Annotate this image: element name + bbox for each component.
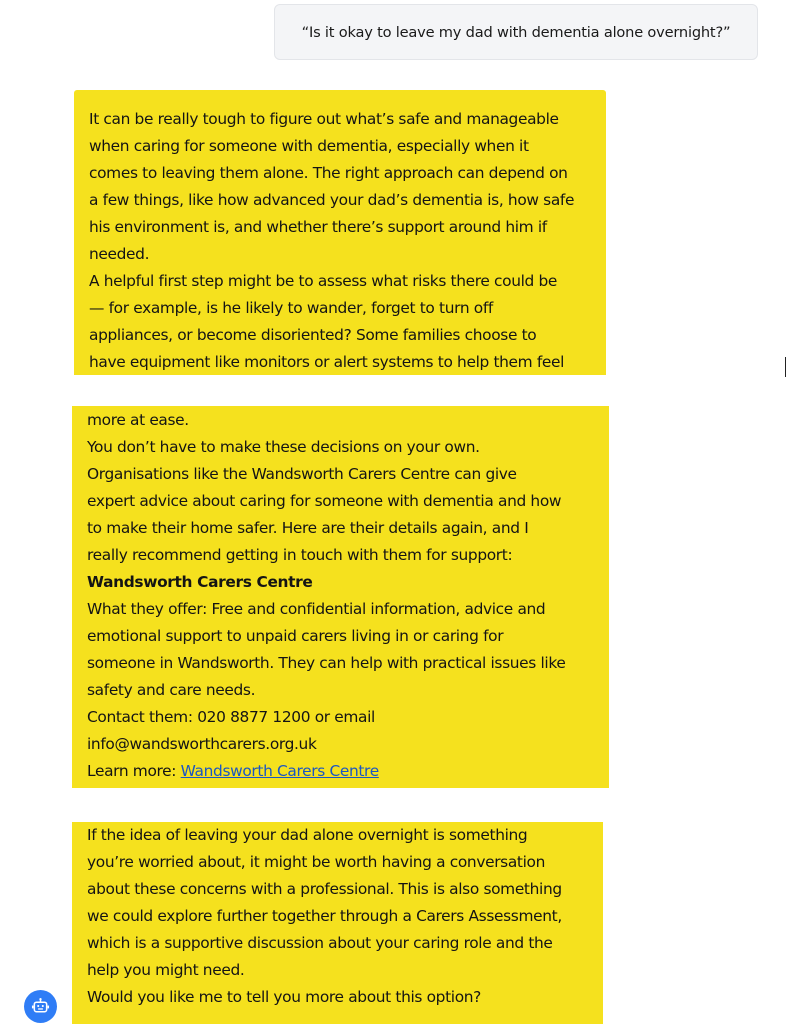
message-line: If the idea of leaving your dad alone overnight is something [87,826,528,844]
user-message-bubble [274,4,758,60]
message-line: when caring for someone with dementia, especially when it [89,137,529,155]
message-line: Organisations like the Wandsworth Carers Centre can give [87,465,517,483]
message-line: someone in Wandsworth. They can help with practical issues like [87,654,566,672]
message-line: A helpful first step might be to assess what risks there could be [89,272,558,290]
message-line: needed. [89,245,150,263]
organisation-heading: Wandsworth Carers Centre [87,573,313,591]
bot-message-block-1 [74,90,606,375]
bot-avatar [24,990,57,1023]
message-line: — for example, is he likely to wander, forget to turn off [89,299,493,317]
message-line: have equipment like monitors or alert systems to help them feel [89,353,565,371]
message-line: you’re worried about, it might be worth having a conversation [87,853,545,871]
bot-message-block-3 [72,822,603,1024]
message-line: You don’t have to make these decisions on your own. [87,438,480,456]
message-line: Contact them: 020 8877 1200 or email [87,708,375,726]
message-line: What they offer: Free and confidential information, advice and [87,600,546,618]
message-line: really recommend getting in touch with them for support: [87,546,513,564]
message-line: about these concerns with a professional. This is also something [87,880,562,898]
message-line: which is a supportive discussion about your caring role and the [87,934,553,952]
user-message-text: “Is it okay to leave my dad with dementia alone overnight?” [301,23,731,41]
bot-message-block-2 [72,406,609,788]
robot-icon [31,997,50,1016]
message-line: we could explore further together through a Carers Assessment, [87,907,562,925]
learn-more-line [87,758,601,785]
message-line: more at ease. [87,411,189,429]
message-line: his environment is, and whether there’s support around him if [89,218,547,236]
message-line: a few things, like how advanced your dad’s dementia is, how safe [89,191,575,209]
message-line: help you might need. [87,961,245,979]
message-line: appliances, or become disoriented? Some families choose to [89,326,537,344]
text-cursor [785,357,786,377]
message-line: info@wandsworthcarers.org.uk [87,735,317,753]
message-line: It can be really tough to figure out what’s safe and manageable [89,110,559,128]
message-line: comes to leaving them alone. The right approach can depend on [89,164,568,182]
message-line: to make their home safer. Here are their details again, and I [87,519,529,537]
message-line: Would you like me to tell you more about this option? [87,988,482,1006]
message-line: safety and care needs. [87,681,256,699]
wandsworth-carers-centre-link[interactable]: Wandsworth Carers Centre [180,762,379,780]
message-line: emotional support to unpaid carers living in or caring for [87,627,504,645]
learn-more-prefix: Learn more: [87,762,181,780]
message-line: expert advice about caring for someone with dementia and how [87,492,562,510]
